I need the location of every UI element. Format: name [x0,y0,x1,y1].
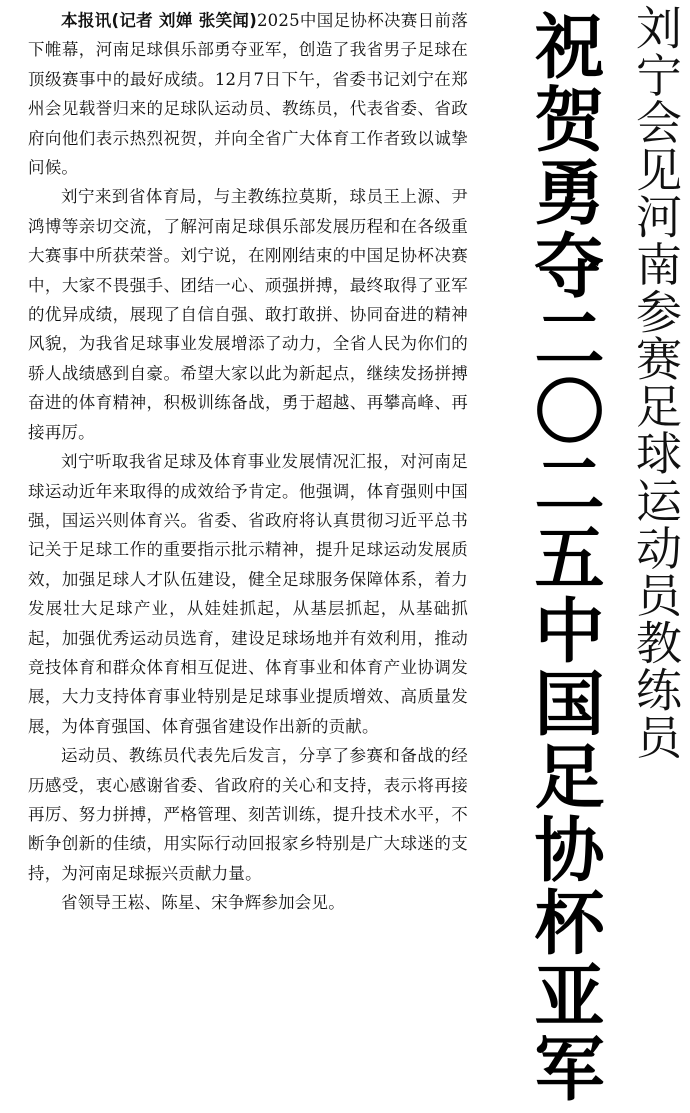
headline: 祝贺勇夺二〇二五中国足协杯亚军 [523,10,605,1105]
article-paragraph: 省领导王崧、陈星、宋争辉参加会见。 [61,893,345,913]
article-paragraph: 刘宁来到省体育局，与主教练拉莫斯，球员王上源、尹鸿博等亲切交流，了解河南足球俱乐部发展历程和在各级重大赛事中所获荣誉。刘宁说，在刚刚结束的中国足协杯决赛中，大家不畏强手、团结一心、顽强拼搏，最终取得了亚军的优异成绩，展现了自信自强、敢打敢拼、协同奋进的精神风貌，为我省足球事业发展增添了动力，全省人民为你们的骄人战绩感到自豪。希望大家以此为新起点，继续发扬拼搏奋进的体育精神，积极训练备战，勇于超越、再攀高峰、再接再厉。 [28,187,468,442]
article-paragraph: 刘宁听取我省足球及体育事业发展情况汇报，对河南足球运动近年来取得的成效给予肯定。他强调，体育强则中国强，国运兴则体育兴。省委、省政府将认真贯彻习近平总书记关于足球工作的重要指示批示精神，提升足球运动发展质效，加强足球人才队伍建设，健全足球服务保障体系，着力发展壮大足球产业，从娃娃抓起，从基层抓起，从基础抓起，加强优秀运动员选育，建设足球场地并有效利用，推动竞技体育和群众体育相互促进、体育事业和体育产业协调发展，大力支持体育事业特别是足球事业提质增效、高质量发展，为体育强国、体育强省建设作出新的贡献。 [28,452,468,736]
article-paragraph [28,6,468,182]
paragraph-text: 2025中国足协杯决赛日前落下帷幕，河南足球俱乐部勇夺亚军，创造了我省男子足球在顶级赛事中的最好成绩。12月7日下午，省委书记刘宁在郑州会见载誉归来的足球队运动员、教练员，代表省委、省政府向他们表示热烈祝贺，并向全省广大体育工作者致以诚挚问候。 [28,11,469,178]
article-body [28,6,468,918]
byline: 本报讯(记者 刘婵 张笑闻) [61,11,257,30]
article-paragraph: 运动员、教练员代表先后发言，分享了参赛和备战的经历感受，衷心感谢省委、省政府的关心和支持，表示将再接再厉、努力拼搏，严格管理、刻苦训练，提升技术水平，不断争创新的佳绩，用实际行动回报家乡特别是广大球迷的支持，为河南足球振兴贡献力量。 [28,746,468,883]
subheadline: 刘宁会见河南参赛足球运动员教练员 [629,4,683,761]
